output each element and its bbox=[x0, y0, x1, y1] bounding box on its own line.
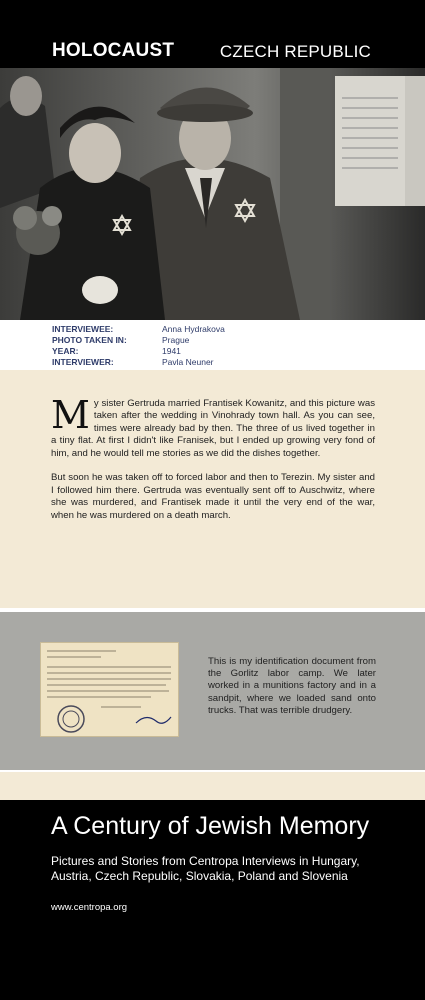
photo-metadata: INTERVIEWEE: Anna Hydrakova PHOTO TAKEN IN: Prague YEAR: 1941 INTERVIEWER: Pavla Neuner bbox=[0, 320, 425, 370]
dropcap: M bbox=[51, 393, 90, 437]
story-paragraph-1: y sister Gertruda married Frantisek Kowanitz, and this picture was taken after the wedding in Vinohrady town hall. As you can see, times were already bad by then. The three of us lived together in a tiny flat. At first I didn't like Franisek, but I ended up growing very fond of him, and he would tell me stories as we did the dishes together. bbox=[51, 398, 375, 459]
topic-title: HOLOCAUST bbox=[52, 40, 175, 61]
story-text bbox=[51, 393, 375, 534]
document-caption: This is my identification document from the Gorlitz labor camp. We later worked in a munitions factory and in a sandpit, where we loaded sand onto trucks. That was terrible drudgery. bbox=[208, 656, 376, 716]
cream-band bbox=[0, 770, 425, 800]
website-link[interactable]: www.centropa.org bbox=[51, 902, 128, 913]
stamp-icon bbox=[58, 706, 84, 732]
series-title: A Century of Jewish Memory bbox=[51, 812, 370, 840]
signature-icon bbox=[136, 717, 171, 723]
footer bbox=[0, 800, 425, 1000]
wall-poster bbox=[335, 76, 405, 206]
document-illustration bbox=[41, 643, 179, 737]
photo-illustration bbox=[0, 68, 425, 320]
country-title: CZECH REPUBLIC bbox=[219, 42, 371, 61]
document-section bbox=[0, 612, 425, 770]
identification-document-image bbox=[40, 642, 179, 737]
wedding-photo bbox=[0, 68, 425, 320]
story-paragraph-2: But soon he was taken off to forced labor and then to Terezin. My sister and I followed him there. Gertruda was eventually sent off to Auschwitz, where she was murdered, and Frantisek made it until the very end of the war, when he was murdered on a death march. bbox=[51, 472, 375, 521]
story-section bbox=[0, 370, 425, 608]
header bbox=[0, 0, 425, 68]
series-subtitle: Pictures and Stories from Centropa Interviews in Hungary, Austria, Czech Republic, Slovakia, Poland and Slovenia bbox=[51, 854, 360, 883]
